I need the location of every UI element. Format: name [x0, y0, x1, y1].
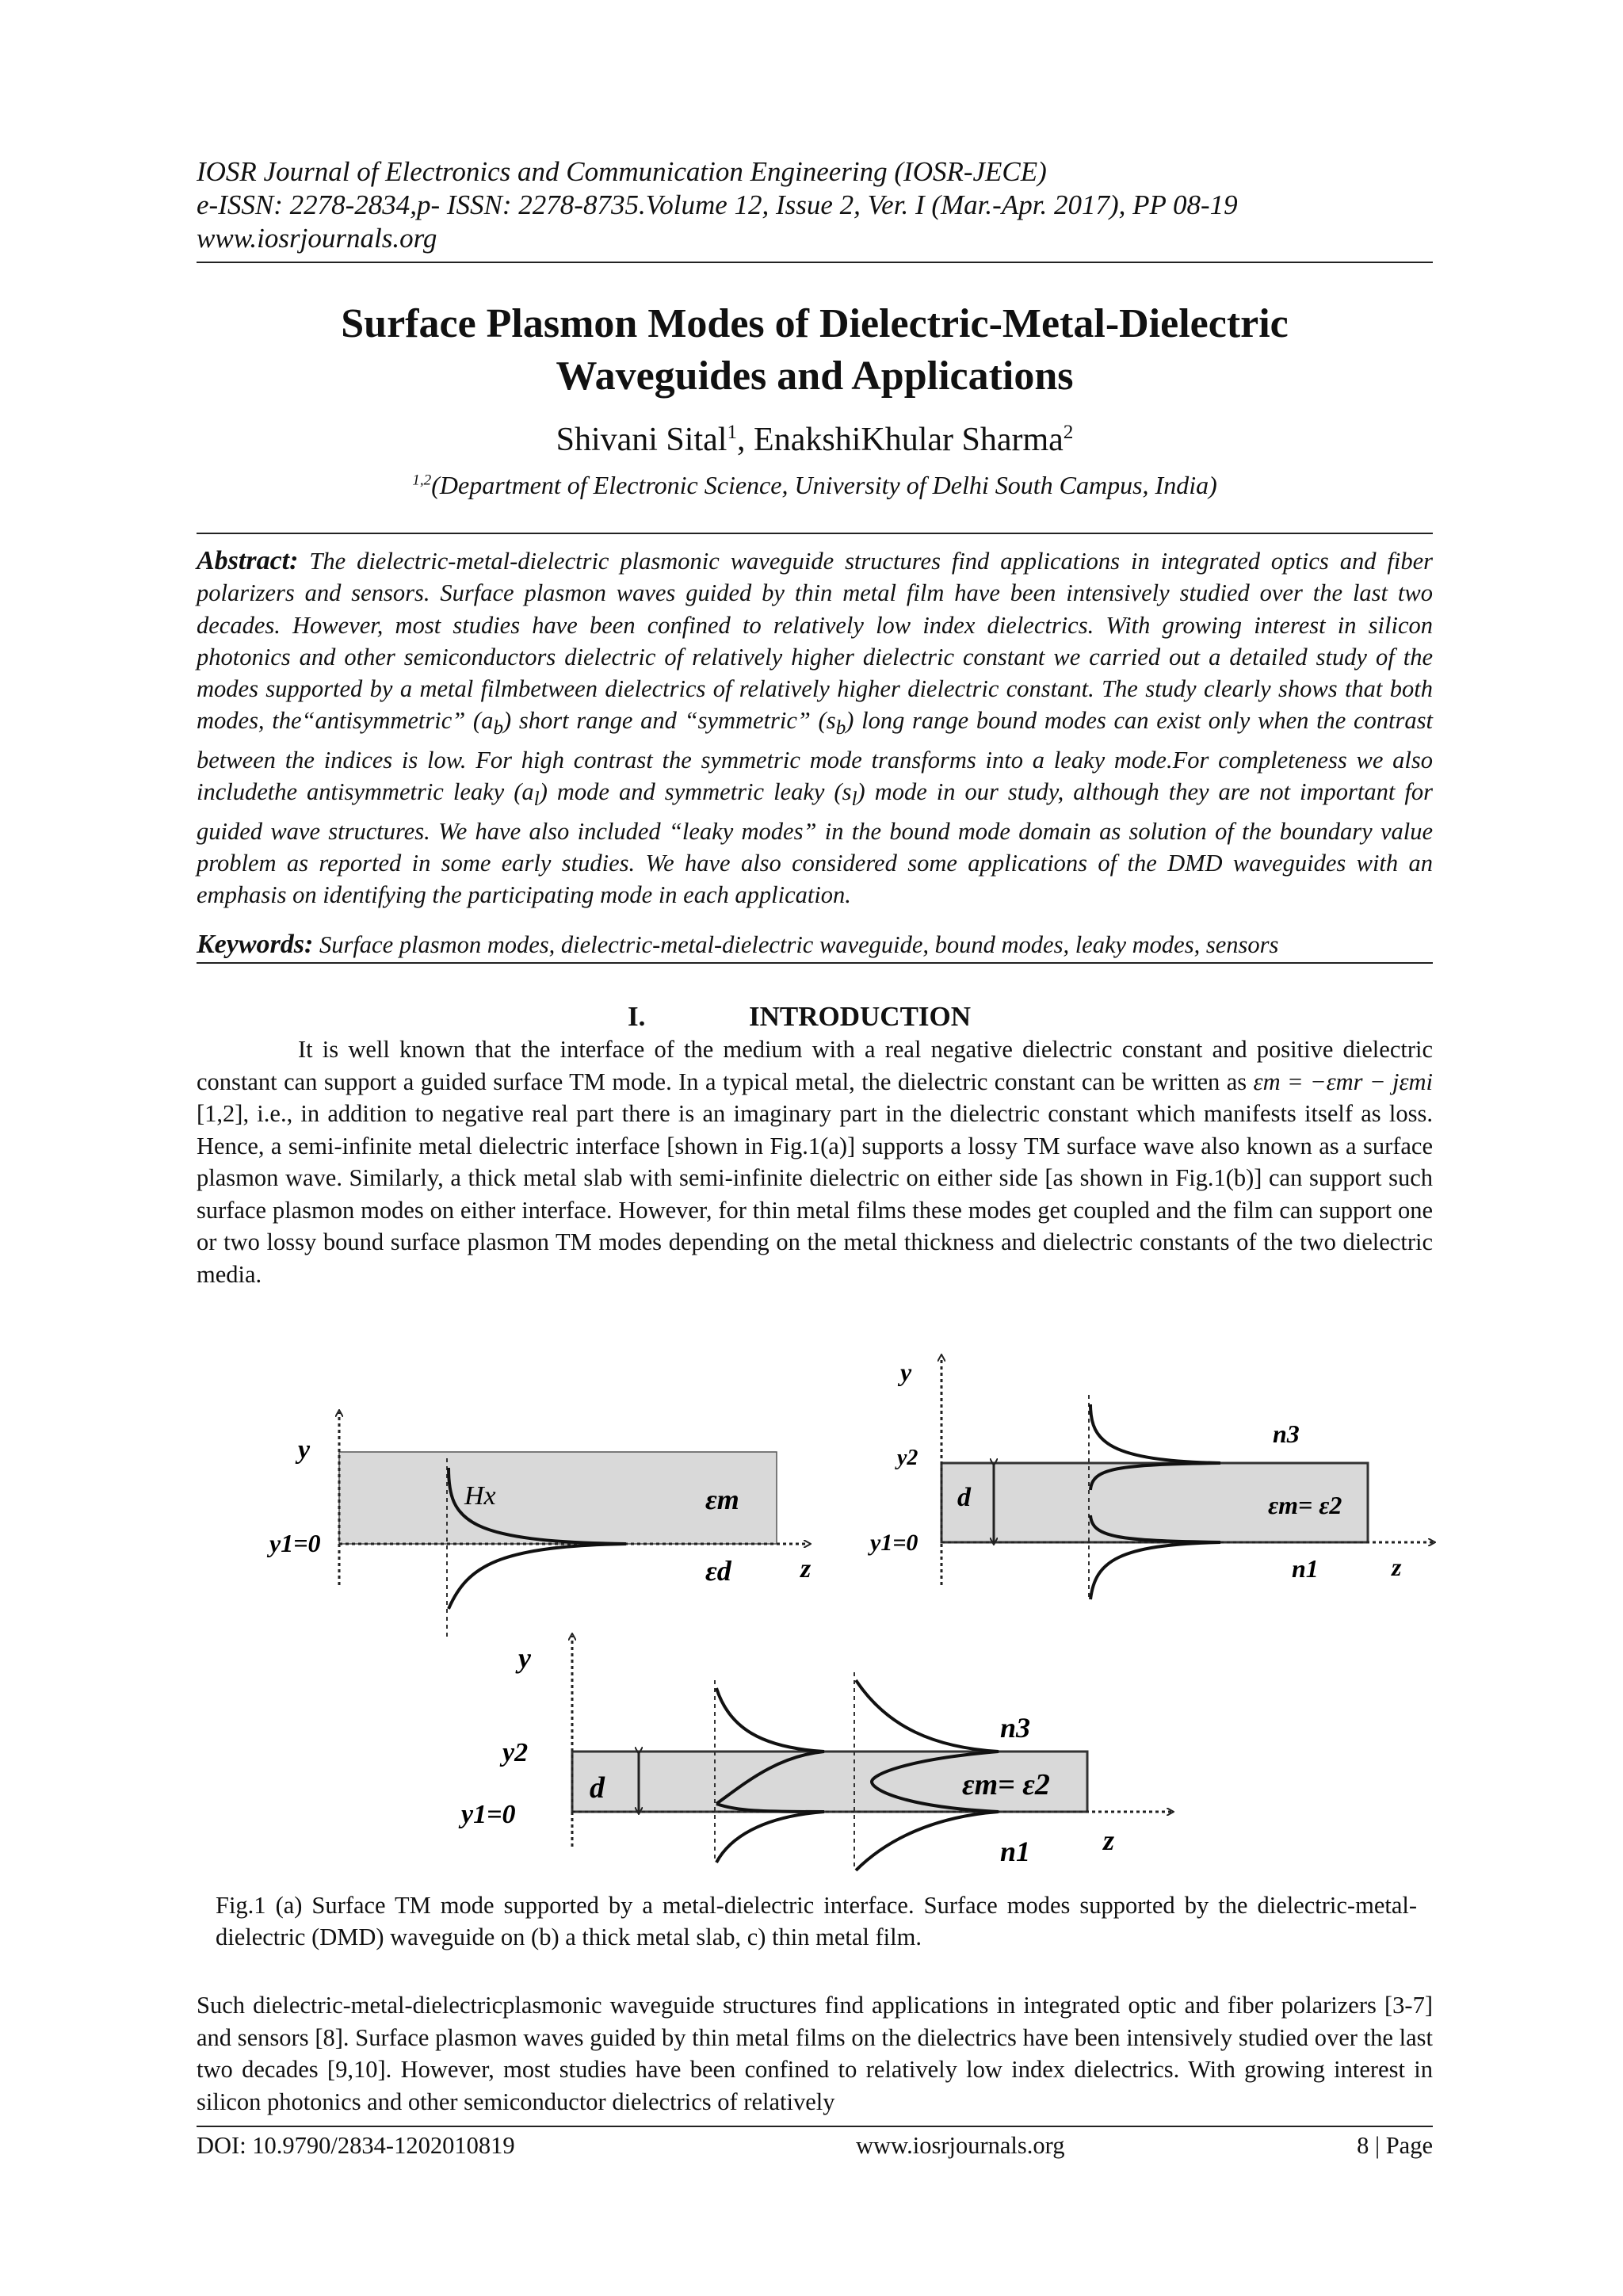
symbol-sb-sub: b	[835, 716, 846, 739]
footer-page-number: 8 | Page	[1357, 2132, 1433, 2159]
fig-c-d-label: d	[590, 1771, 605, 1805]
affiliation-mark: 1,2	[412, 472, 432, 489]
title-line-1: Surface Plasmon Modes of Dielectric-Metal-Dielectric	[341, 301, 1289, 346]
fig-c-n1-label: n1	[1000, 1836, 1031, 1867]
journal-issn: e-ISSN: 2278-2834,p- ISSN: 2278-8735.Volume 12, Issue 2, Ver. I (Mar.-Apr. 2017), PP 08-19	[197, 189, 1238, 220]
keywords-text: Surface plasmon modes, dielectric-metal-dielectric waveguide, bound modes, leaky modes, sensors	[313, 931, 1279, 958]
section-title: INTRODUCTION	[749, 1001, 972, 1032]
fig-b-n1-label: n1	[1292, 1554, 1319, 1583]
author-2-affil-mark: 2	[1063, 422, 1074, 443]
metal-permittivity-equation: εm = −εmr − jεmi	[1253, 1068, 1433, 1095]
abstract-text-c: ) long range bound modes can exist only when the contrast between the indices is low. For high contrast the symmetric mode transforms into a leaky mode.For completeness we also includethe antisymmetric leaky (	[197, 707, 1433, 806]
fig-b-d-label: d	[957, 1483, 971, 1512]
fig-a-ed-label: εd	[705, 1555, 731, 1587]
fig-a-y-label: y	[298, 1435, 311, 1465]
journal-website[interactable]: www.iosrjournals.org	[197, 223, 437, 254]
footer-doi[interactable]: DOI: 10.9790/2834-1202010819	[197, 2132, 515, 2159]
section-number: I.	[628, 1001, 646, 1032]
figure-1-caption: Fig.1 (a) Surface TM mode supported by a metal-dielectric interface. Surface modes supported by the dielectric-metal-dielectric (DMD) waveguide on (b) a thick metal slab, c) thin metal film.	[216, 1892, 1417, 1950]
footer-rule	[197, 2126, 1433, 2127]
keywords-label: Keywords:	[197, 930, 314, 959]
figure-1a-panel	[266, 1412, 812, 1641]
symbol-sl-sub: l	[851, 788, 857, 811]
author-1: Shivani Sital	[556, 422, 727, 458]
title-line-2: Waveguides and Applications	[556, 353, 1074, 399]
symbol-al: a	[521, 778, 534, 806]
symbol-sb: s	[826, 707, 836, 735]
figure-1b-panel	[868, 1357, 1433, 1599]
fig-a-hx-label: Hx	[464, 1481, 496, 1511]
body-paragraph-2: Such dielectric-metal-dielectricplasmonic waveguide structures find applications in integrated optic and fiber polarizers [3-7] and sensors [8]. Surface plasmon waves guided by thin metal films on the dielectrics have been intensively studied over the last two decades [9,10]. However, most studies have been confined to relatively low index dielectrics. With growing interest in silicon photonics and other semiconductor dielectrics of relatively	[197, 1992, 1433, 2115]
symbol-ab-sub: b	[493, 716, 504, 739]
symbol-sl: s	[842, 778, 852, 806]
fig-b-n3-label: n3	[1273, 1419, 1300, 1448]
fig-c-y1-label: y1=0	[461, 1800, 516, 1829]
abstract-text-e: ) mode in our study, although they are not important for guided wave structures. We have also included “leaky modes” in the bound mode domain as solution of the boundary value problem as reported in some early studies. We have also considered some applications of the DMD waveguides with an emphasis on identifying the participating mode in each application.	[197, 778, 1433, 909]
author-separator: ,	[737, 422, 754, 458]
fig-c-y2-label: y2	[502, 1738, 529, 1767]
fig-c-y-label: y	[518, 1642, 531, 1674]
fig-b-y2-label: y2	[897, 1446, 918, 1470]
fig-b-y1-label: y1=0	[870, 1530, 918, 1556]
fig-c-n3-label: n3	[1000, 1712, 1031, 1744]
intro-text-a: It is well known that the interface of the medium with a real negative dielectric constant and positive dielectric constant can support a guided surface TM mode. In a typical metal, the dielectric constant can be written as	[197, 1036, 1433, 1095]
abstract-text-b: ) short range and “symmetric” (	[503, 707, 827, 735]
fig-a-y1-label: y1=0	[269, 1529, 321, 1557]
fig-c-z-label: z	[1103, 1824, 1115, 1856]
abstract-text-d: ) mode and symmetric leaky (	[539, 778, 842, 806]
author-1-affil-mark: 1	[727, 422, 738, 443]
fig-a-em-label: εm	[705, 1484, 739, 1515]
field-profile-lower	[449, 1544, 626, 1609]
author-2: EnakshiKhular Sharma	[754, 422, 1064, 458]
abstract-label: Abstract:	[197, 546, 299, 575]
affiliation-text: (Department of Electronic Science, University of Delhi South Campus, India)	[431, 471, 1217, 499]
fig-c-em-eq-label: εm= ε2	[962, 1768, 1050, 1801]
intro-text-b: [1,2], i.e., in addition to negative real part there is an imaginary part in the dielectric constant which manifests itself as loss. Hence, a semi-infinite metal dielectric interface [shown in Fig.1(a)] supports a lossy TM surface wave also known as a surface plasmon wave. Similarly, a thick metal slab with semi-infinite dielectric on either side [as shown in Fig.1(b)] can support such surface plasmon modes on either interface. However, for thin metal films these modes get coupled and the film can support one or two lossy bound surface plasmon TM modes depending on the metal thickness and dielectric constants of the two dielectric media.	[197, 1100, 1433, 1288]
symbol-ab: a	[481, 707, 494, 735]
footer-website[interactable]: www.iosrjournals.org	[856, 2132, 1065, 2159]
upper-mode-outer	[1090, 1404, 1220, 1463]
abstract-text-a: The dielectric-metal-dielectric plasmonic waveguide structures find applications in integrated optics and fiber polarizers and sensors. Surface plasmon waves guided by thin metal film have been intensively studied over the last two decades. However, most studies have been confined to relatively low index dielectrics. With growing interest in silicon photonics and other semiconductors dielectric of relatively higher dielectric constant we carried out a detailed study of the modes supported by a metal filmbetween dielectrics of relatively higher dielectric constant. The study clearly shows that both modes, the“antisymmetric” (	[197, 548, 1433, 735]
symbol-al-sub: l	[533, 788, 540, 811]
fig-b-z-label: z	[1392, 1553, 1402, 1581]
lower-mode-outer	[1090, 1542, 1220, 1599]
fig-a-z-label: z	[800, 1554, 812, 1584]
figure-1c-panel	[458, 1636, 1171, 1870]
fig-b-y-label: y	[900, 1358, 912, 1386]
journal-name: IOSR Journal of Electronics and Communication Engineering (IOSR-JECE)	[197, 156, 1047, 187]
fig-b-em-eq-label: εm= ε2	[1268, 1491, 1342, 1519]
